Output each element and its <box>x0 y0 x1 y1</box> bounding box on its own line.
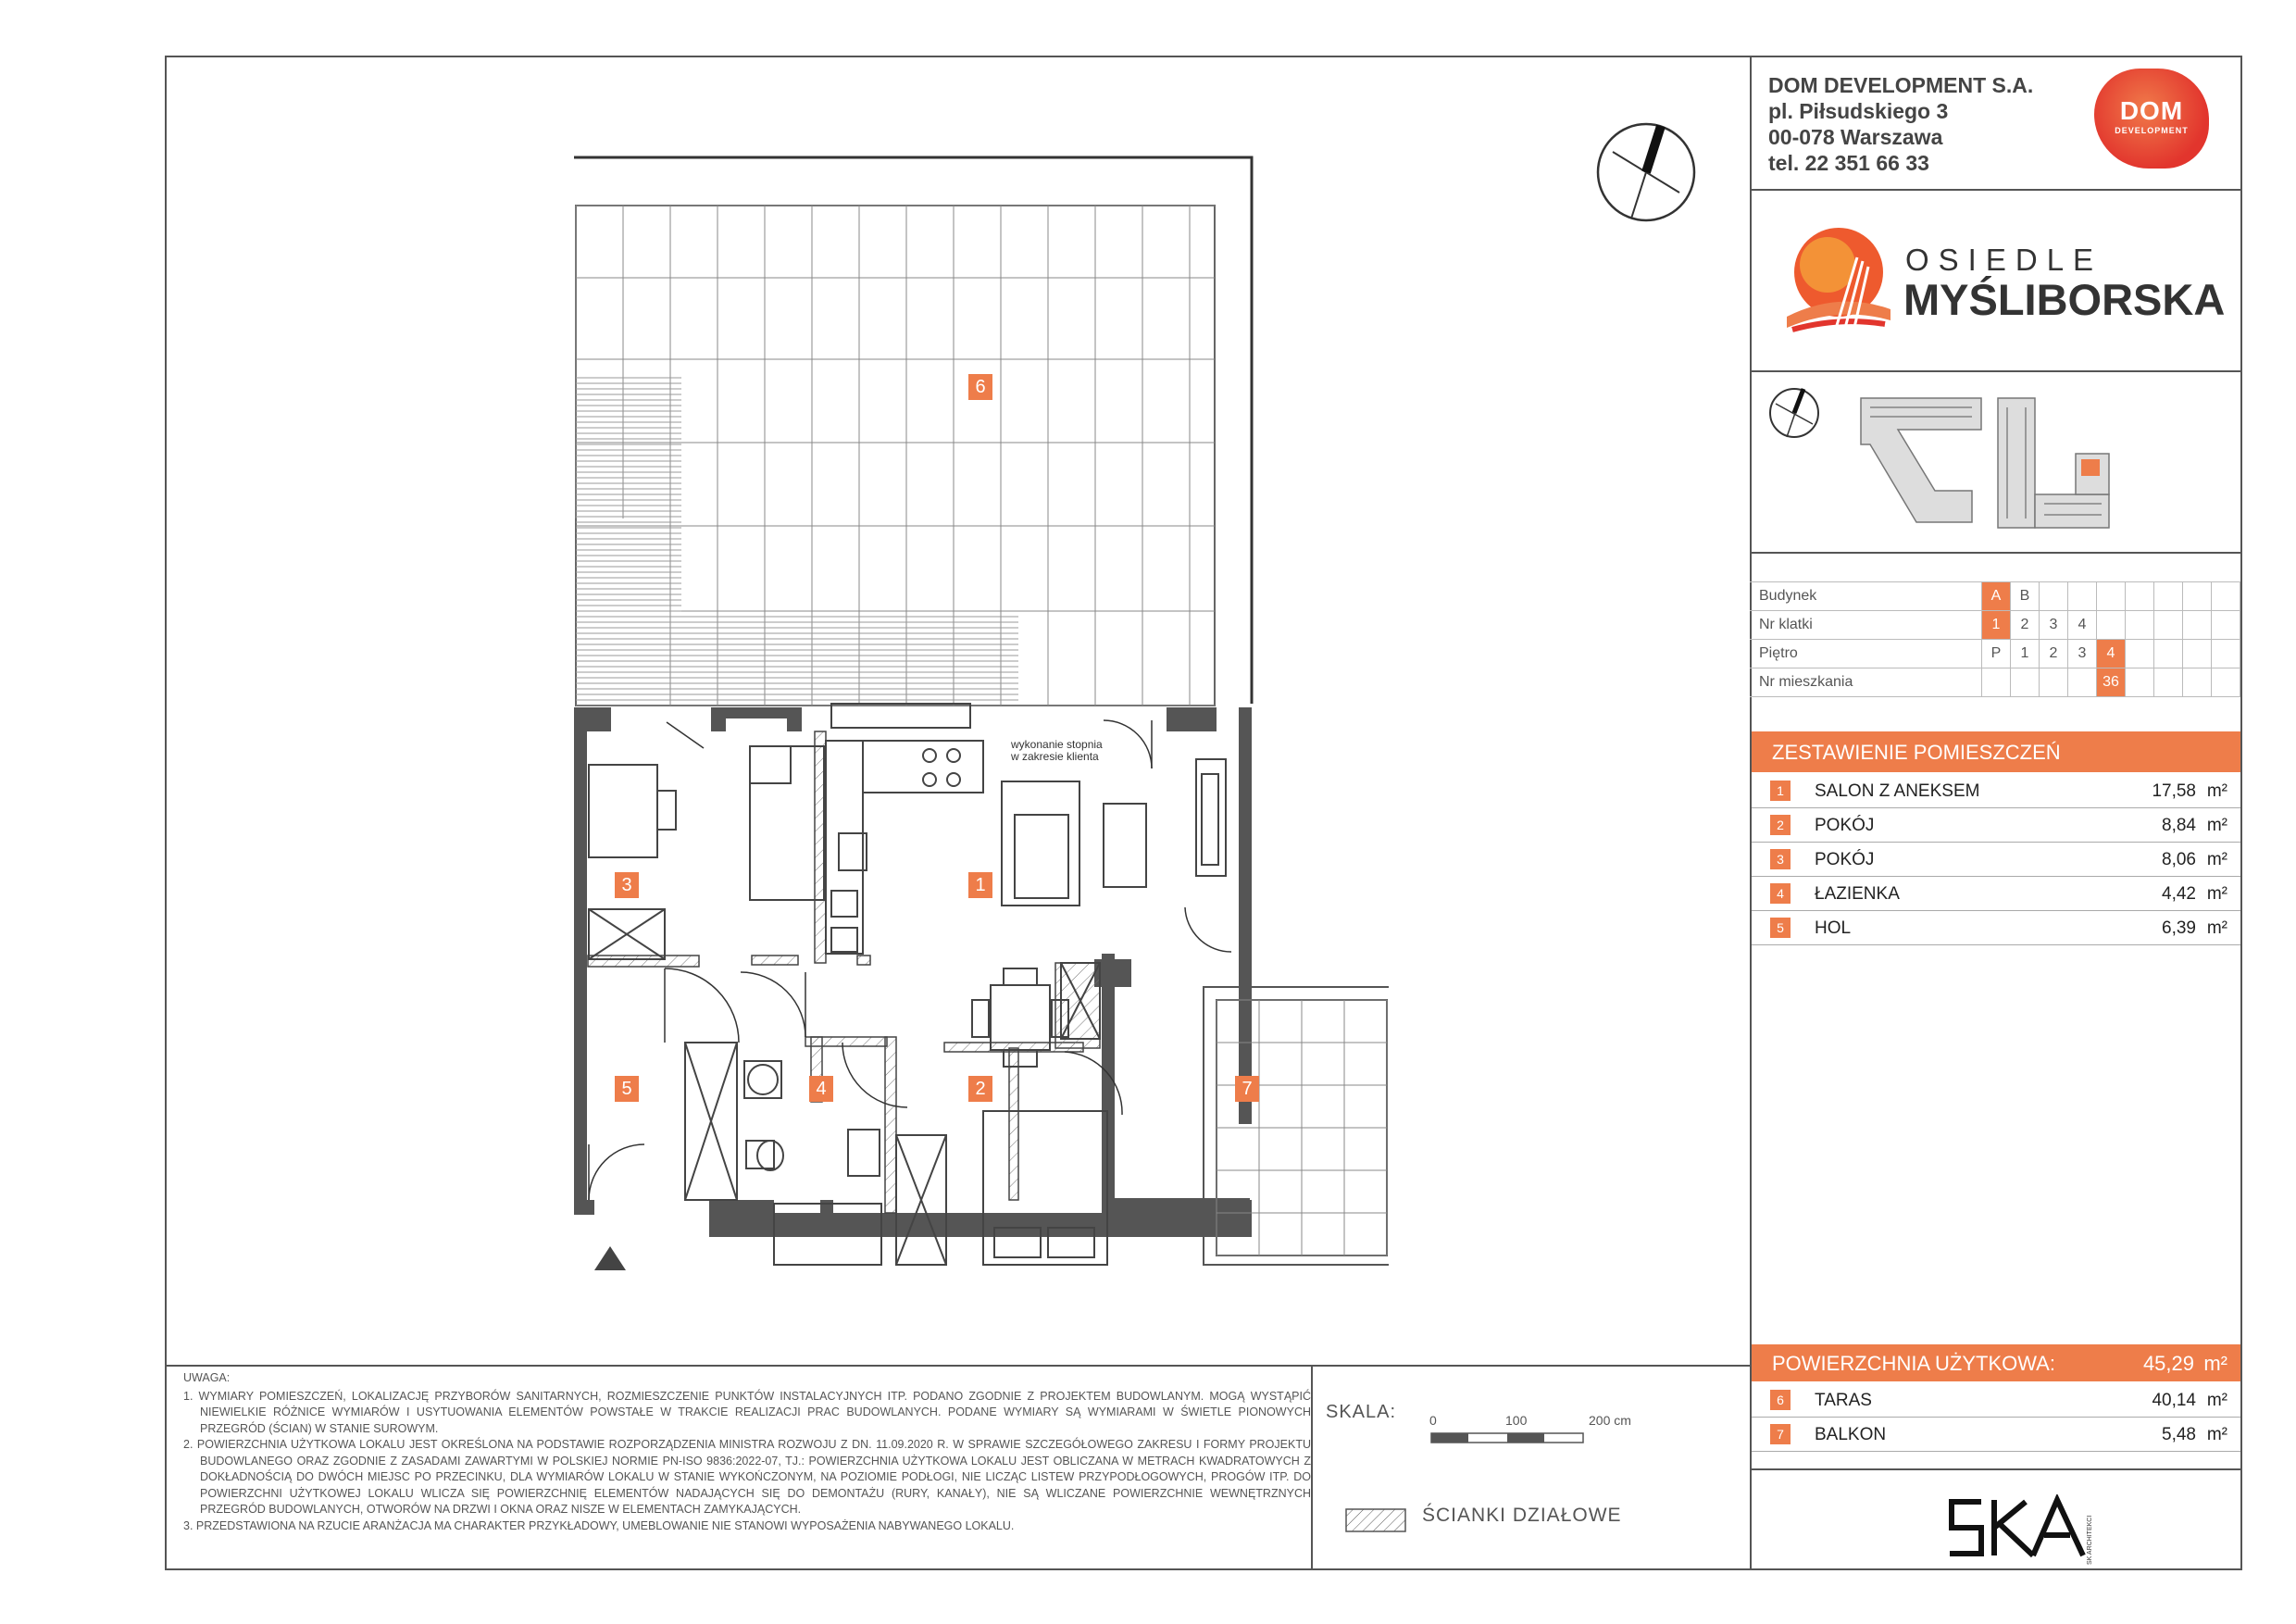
room-number: 5 <box>1770 918 1791 938</box>
room-row <box>1752 843 2240 877</box>
room-unit: m² <box>2206 781 2227 801</box>
ska-side-text: SK ARCHITEKCI <box>2087 1515 2093 1565</box>
location-cell: 4 <box>2068 611 2097 640</box>
location-cell: 4 <box>2097 640 2126 668</box>
room-name: ŁAZIENKA <box>1815 884 1900 904</box>
plan-label-3: 3 <box>615 872 639 898</box>
step-note <box>1011 739 1103 763</box>
room-row <box>1752 808 2240 843</box>
scale-tick-200: 200 cm <box>1589 1413 1631 1428</box>
location-cell <box>2212 582 2240 611</box>
logo-subtext: DEVELOPMENT <box>2115 126 2189 135</box>
step-note-line2: w zakresie klienta <box>1011 750 1099 763</box>
location-cell <box>2154 611 2183 640</box>
north-compass-icon <box>1594 120 1698 224</box>
usable-area-label: POWIERZCHNIA UŻYTKOWA: <box>1772 1352 2055 1375</box>
scale-tick-100: 100 <box>1505 1413 1528 1428</box>
usable-area-unit: m² <box>2203 1352 2227 1375</box>
room-area: 4,42 <box>2162 884 2196 904</box>
room-unit: m² <box>2206 850 2227 869</box>
room-area: 5,48 <box>2162 1425 2196 1444</box>
location-cell <box>2126 640 2154 668</box>
location-cell <box>2126 668 2154 697</box>
room-name: BALKON <box>1815 1425 1887 1444</box>
plan-label-6: 6 <box>968 374 992 400</box>
room-name: HOL <box>1815 918 1852 938</box>
room-number: 3 <box>1770 849 1791 869</box>
panel-line-1 <box>1750 189 2240 191</box>
room-area: 6,39 <box>2162 918 2196 938</box>
room-unit: m² <box>2206 816 2227 835</box>
location-cell: P <box>1982 640 2011 668</box>
room-number: 6 <box>1770 1390 1791 1410</box>
location-row <box>1750 640 2240 668</box>
location-cell: 1 <box>2011 640 2040 668</box>
plan-label-1: 1 <box>968 872 992 898</box>
location-cell <box>2183 668 2212 697</box>
room-area: 40,14 <box>2152 1391 2196 1410</box>
room-area: 17,58 <box>2152 781 2196 801</box>
plan-label-2: 2 <box>968 1076 992 1102</box>
usable-area-bar <box>1752 1344 2240 1381</box>
site-plan-thumbnail <box>1833 389 2222 546</box>
panel-line-4 <box>1750 1468 2240 1470</box>
location-cell <box>2183 640 2212 668</box>
scale-divider <box>1311 1365 1313 1570</box>
location-cell: 1 <box>1982 611 2011 640</box>
entrance-arrow-icon <box>594 1246 626 1270</box>
room-row <box>1752 774 2240 808</box>
room-number: 4 <box>1770 883 1791 904</box>
note-item: 2. POWIERZCHNIA UŻYTKOWA LOKALU JEST OKREŚLONA NA PODSTAWIE ROZPORZĄDZENIA MINISTRA ROZWOJU Z DN. 11.09.2020 R. W SPRAWIE SZCZEGÓŁOWEGO ZAKRESU I FORMY PROJEKTU BUDOWLANEGO ORAZ ZGODNIE Z ZASADAMI ZAWARTYMI W POLSKIEJ NORMIE PN-ISO 9836:2022-07, TJ.: POWIERZCHNIA UŻYTKOWA LOKALU JEST OBLICZANA W METRACH KWADRATOWYCH Z DOKŁADNOŚCIĄ DO DWÓCH MIEJSC PO PRZECINKU, DLA WYMIARÓW LOKALU W STANIE WYKOŃCZONYM, NA POZIOMIE PODŁOGI, NIE LICZĄC LISTEW PRZYPODŁOGOWYCH, PROGÓW ITP. DO POWIERZCHNI UŻYTKOWEJ LOKALU WLICZA SIĘ POWIERZCHNIĘ ELEMENTÓW NADAJĄCYCH SIĘ DO DEMONTAŻU (RURY, KANAŁY), NIE SĄ WLICZANE POWIERZCHNIE WEWNĘTRZNYCH PRZEGRÓD BUDOWLANYCH, OTWORÓW NA DRZWI I OKNA ORAZ NISZE W ELEMENTACH ZAMYKAJĄCYCH. <box>183 1438 1311 1516</box>
room-name: TARAS <box>1815 1391 1872 1410</box>
room-name: SALON Z ANEKSEM <box>1815 781 1980 801</box>
company-info <box>1768 72 2033 176</box>
location-cell <box>2126 611 2154 640</box>
location-cell <box>2097 611 2126 640</box>
location-table <box>1750 581 2240 697</box>
scale-label: SKALA: <box>1326 1402 1397 1422</box>
notes-title: UWAGA: <box>183 1371 231 1384</box>
company-phone: tel. 22 351 66 33 <box>1768 151 1929 175</box>
usable-area-value: 45,29 <box>2142 1352 2194 1375</box>
location-row-label: Nr mieszkania <box>1750 668 1982 697</box>
step-note-line1: wykonanie stopnia <box>1011 738 1103 751</box>
location-cell <box>2212 640 2240 668</box>
room-number: 2 <box>1770 815 1791 835</box>
scale-bar <box>1426 1430 1592 1448</box>
room-unit: m² <box>2206 918 2227 938</box>
plan-label-5: 5 <box>615 1076 639 1102</box>
location-cell <box>2212 668 2240 697</box>
partition-wall-swatch <box>1344 1507 1409 1535</box>
room-number: 1 <box>1770 781 1791 801</box>
room-unit: m² <box>2206 884 2227 904</box>
notes-divider <box>165 1365 1750 1367</box>
note-item: 3. PRZEDSTAWIONA NA RZUCIE ARANŻACJA MA CHARAKTER PRZYKŁADOWY, UMEBLOWANIE NIE STANOWI WYPOSAŻENIA NABYWANEGO LOKALU. <box>183 1518 1015 1532</box>
room-number: 7 <box>1770 1424 1791 1444</box>
notes-block <box>183 1370 1311 1534</box>
location-row-label: Piętro <box>1750 640 1982 668</box>
location-cell <box>2154 640 2183 668</box>
dom-development-logo <box>2094 69 2209 169</box>
location-cell: 2 <box>2040 640 2068 668</box>
room-area: 8,06 <box>2162 850 2196 869</box>
room-area: 8,84 <box>2162 816 2196 835</box>
room-name: POKÓJ <box>1815 850 1875 869</box>
project-name-line1: OSIEDLE <box>1905 243 2103 277</box>
location-row <box>1750 611 2240 640</box>
ska-architect-logo <box>1944 1494 2111 1563</box>
company-address-2: 00-078 Warszawa <box>1768 125 1943 149</box>
location-row <box>1750 582 2240 611</box>
location-cell: 3 <box>2040 611 2068 640</box>
location-cell <box>2126 582 2154 611</box>
location-cell <box>2068 582 2097 611</box>
location-cell <box>2154 582 2183 611</box>
location-cell <box>2011 668 2040 697</box>
location-cell: 3 <box>2068 640 2097 668</box>
legend-label: ŚCIANKI DZIAŁOWE <box>1422 1505 1622 1526</box>
location-cell <box>2183 611 2212 640</box>
location-cell: 2 <box>2011 611 2040 640</box>
location-row <box>1750 668 2240 697</box>
location-cell <box>2154 668 2183 697</box>
company-name: DOM DEVELOPMENT S.A. <box>1768 73 2034 97</box>
project-name-line2: MYŚLIBORSKA <box>1903 275 2226 324</box>
room-row <box>1752 911 2240 945</box>
location-row-label: Budynek <box>1750 582 1982 611</box>
room-row <box>1752 1383 2240 1418</box>
location-cell <box>2040 668 2068 697</box>
logo-text: DOM <box>2119 96 2184 125</box>
room-name: POKÓJ <box>1815 816 1875 835</box>
location-cell <box>1982 668 2011 697</box>
osiedle-sun-logo <box>1783 220 1894 343</box>
scale-tick-0: 0 <box>1429 1413 1437 1428</box>
site-compass-icon <box>1766 385 1822 441</box>
location-cell <box>2068 668 2097 697</box>
rooms-header-text: ZESTAWIENIE POMIESZCZEŃ <box>1772 741 2061 764</box>
plan-label-4: 4 <box>809 1076 833 1102</box>
company-address-1: pl. Piłsudskiego 3 <box>1768 99 1949 123</box>
location-cell <box>2097 582 2126 611</box>
room-unit: m² <box>2206 1391 2227 1410</box>
location-cell <box>2212 611 2240 640</box>
panel-line-3 <box>1750 552 2240 554</box>
plan-label-7: 7 <box>1235 1076 1259 1102</box>
location-row-label: Nr klatki <box>1750 611 1982 640</box>
location-cell <box>2183 582 2212 611</box>
room-row <box>1752 1418 2240 1452</box>
floor-plan <box>555 148 1389 1287</box>
room-unit: m² <box>2206 1425 2227 1444</box>
room-row <box>1752 877 2240 911</box>
location-cell: 36 <box>2097 668 2126 697</box>
location-cell <box>2040 582 2068 611</box>
rooms-header <box>1752 731 2240 772</box>
note-item: 1. WYMIARY POMIESZCZEŃ, LOKALIZACJĘ PRZYBORÓW SANITARNYCH, ROZMIESZCZENIE PUNKTÓW INSTALACYJNYCH ITP. PODANO ZGODNIE Z PROJEKTEM BUDOWLANYM. MOGĄ WYSTĄPIĆ NIEWIELKIE RÓŻNICE WYMIARÓW I USYTUOWANIA ELEMENTÓW POWSTAŁE W TRAKCIE REALIZACJI PRAC BUDOWLANYCH. PODANE WYMIARY SĄ WYMIARAMI W ŚWIETLE PIONOWYCH PRZEGRÓD (ŚCIAN) W STANIE SUROWYM. <box>183 1389 1311 1435</box>
location-cell: B <box>2011 582 2040 611</box>
location-cell: A <box>1982 582 2011 611</box>
panel-line-2 <box>1750 370 2240 372</box>
